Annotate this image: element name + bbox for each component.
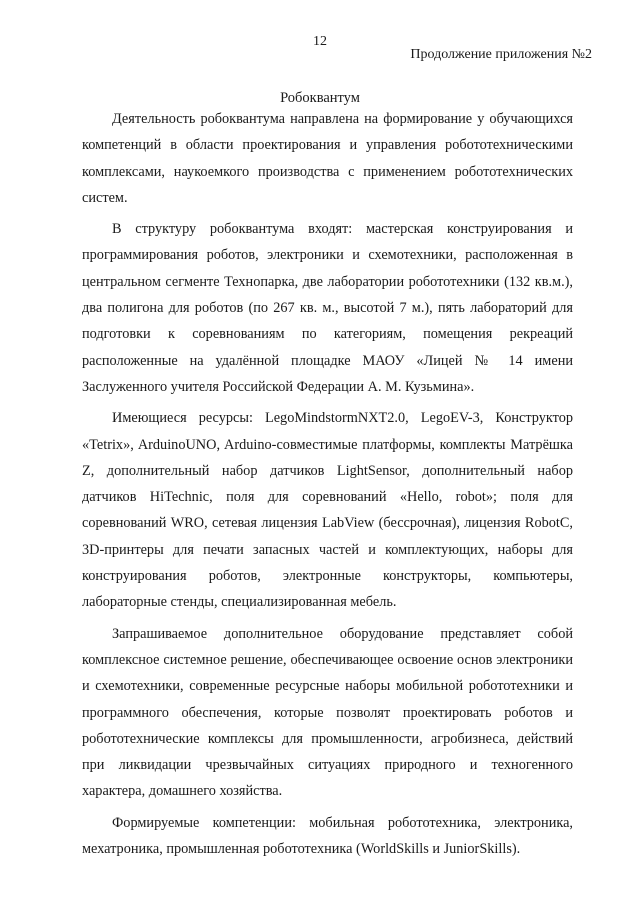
page-number: 12 bbox=[313, 34, 327, 49]
appendix-continuation-note: Продолжение приложения №2 bbox=[410, 47, 592, 62]
paragraph-requested-equipment: Запрашиваемое дополнительное оборудование представляет собой комплексное системное решение, обеспечивающее освоение основ электроники и схемотехники, современные ресурсные наборы мобильной робототехники и программного обеспечения, которые позволят проектировать роботов и робототехнические комплексы для промышленности, агробизнеса, действий при ликвидации чрезвычайных ситуациях природного и техногенного характера, домашнего хозяйства. bbox=[82, 625, 573, 800]
paragraph-competencies: Формируемые компетенции: мобильная робототехника, электроника, мехатроника, промышленная робототехника (WorldSkills и JuniorSkills). bbox=[82, 814, 573, 858]
paragraph-structure: В структуру робоквантума входят: мастерская конструирования и программирования роботов, электроники и схемотехники, расположенная в центральном сегменте Технопарка, две лаборатории робототехники (132 кв.м.), два полигона для роботов (по 267 кв. м., высотой 7 м.), пять лабораторий для подготовки к соревнованиям по категориям, помещения рекреаций расположенные на удалённой площадке МАОУ «Лицей № 14 имени Заслуженного учителя Российской Федерации А. М. Кузьмина». bbox=[82, 221, 573, 395]
section-title: Робоквантум bbox=[280, 90, 360, 106]
paragraph-purpose: Деятельность робоквантума направлена на формирование у обучающихся компетенций в области проектирования и управления робототехническими комплексами, наукоемкого производства с применением робототехнических систем. bbox=[82, 111, 573, 206]
body-text bbox=[82, 106, 573, 867]
paragraph-resources: Имеющиеся ресурсы: LegoMindstormNXT2.0, LegoEV-3, Конструктор «Tetrix», ArduinoUNO, Arduino-совместимые платформы, комплекты Матрёшка Z, дополнительный набор датчиков LightSensor, дополнительный набор датчиков HiTechnic, поля для соревнований «Hello, robot»; поля для соревнований WRO, сетевая лицензия LabView (бессрочная), лицензия RobotC, 3D-принтеры для печати запасных частей и комплектующих, наборы для конструирования роботов, электронные конструкторы, компьютеры, лабораторные стенды, специализированная мебель. bbox=[82, 410, 573, 611]
